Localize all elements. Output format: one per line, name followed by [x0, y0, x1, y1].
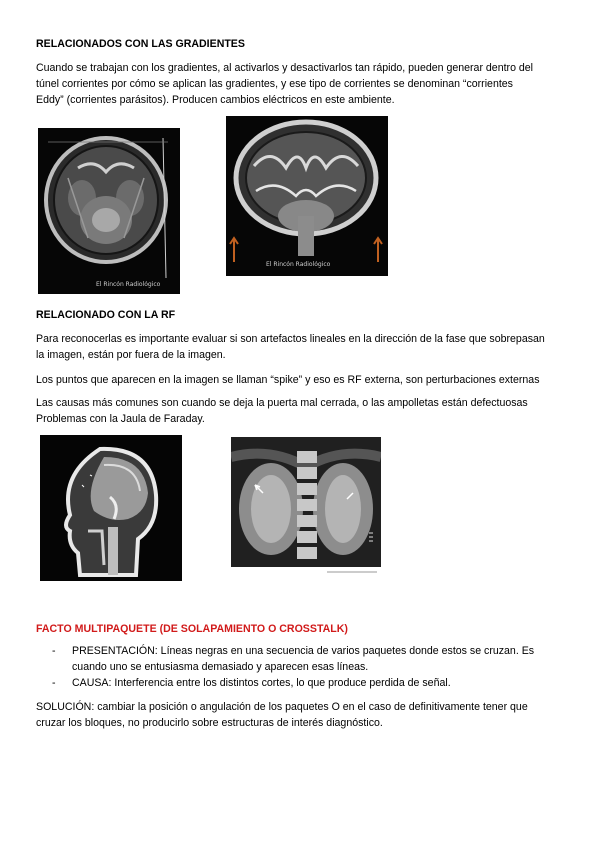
solution-line: cruzar los bloques, no producirlo sobre estructuras de interés diagnóstico.	[36, 717, 383, 729]
image1-caption: El Rincón Radiológico	[96, 281, 161, 288]
section2-para-line: Los puntos que aparecen en la imagen se llaman “spike” y eso es RF externa, son perturbaciones externas	[36, 374, 540, 386]
solution-line: SOLUCIÓN: cambiar la posición o angulación de los paquetes O en el caso de definitivamente tener que	[36, 701, 528, 713]
section1-para-line: túnel corrientes por cómo se aplican las gradientes, y ese tipo de corrientes se denominan “corrientes	[36, 78, 513, 90]
section3-heading: FACTO MULTIPAQUETE (DE SOLAPAMIENTO O CROSSTALK)	[36, 623, 348, 635]
bullet1-line: PRESENTACIÓN: Líneas negras en una secuencia de varios paquetes donde estos se cruzan. Es	[72, 645, 535, 657]
section1-para-line: Cuando se trabajan con los gradientes, al activarlos y desactivarlos tan rápido, pueden generar dentro del	[36, 62, 534, 74]
section2-heading: RELACIONADO CON LA RF	[36, 309, 176, 321]
mri-coronal-spine-image	[231, 437, 381, 577]
section1-heading: RELACIONADOS CON LAS GRADIENTES	[36, 38, 245, 50]
bullet1-line: cuando uno se entusiasma demasiado y aparecen esas líneas.	[72, 661, 369, 673]
image2-caption: El Rincón Radiológico	[266, 261, 331, 268]
section2-para-line: la imagen, están por fuera de la imagen.	[36, 349, 226, 361]
bullet-mark: -	[52, 677, 56, 689]
mri-coronal-brain-image	[226, 116, 388, 276]
bullet2-line: CAUSA: Interferencia entre los distintos cortes, lo que produce perdida de señal.	[72, 677, 451, 689]
bullet-mark: -	[52, 645, 56, 657]
mri-axial-brain-image	[38, 128, 180, 294]
section1-para-line: Eddy” (corrientes parásitos). Producen cambios eléctricos en este ambiente.	[36, 94, 395, 106]
section2-para-line: Las causas más comunes son cuando se deja la puerta mal cerrada, o las ampolletas están defectuosas	[36, 397, 528, 409]
section2-para-line: Problemas con la Jaula de Faraday.	[36, 413, 205, 425]
section2-para-line: Para reconocerlas es importante evaluar si son artefactos lineales en la dirección de la fase que sobrepasan	[36, 333, 545, 345]
mri-sagittal-head-image	[40, 435, 182, 581]
